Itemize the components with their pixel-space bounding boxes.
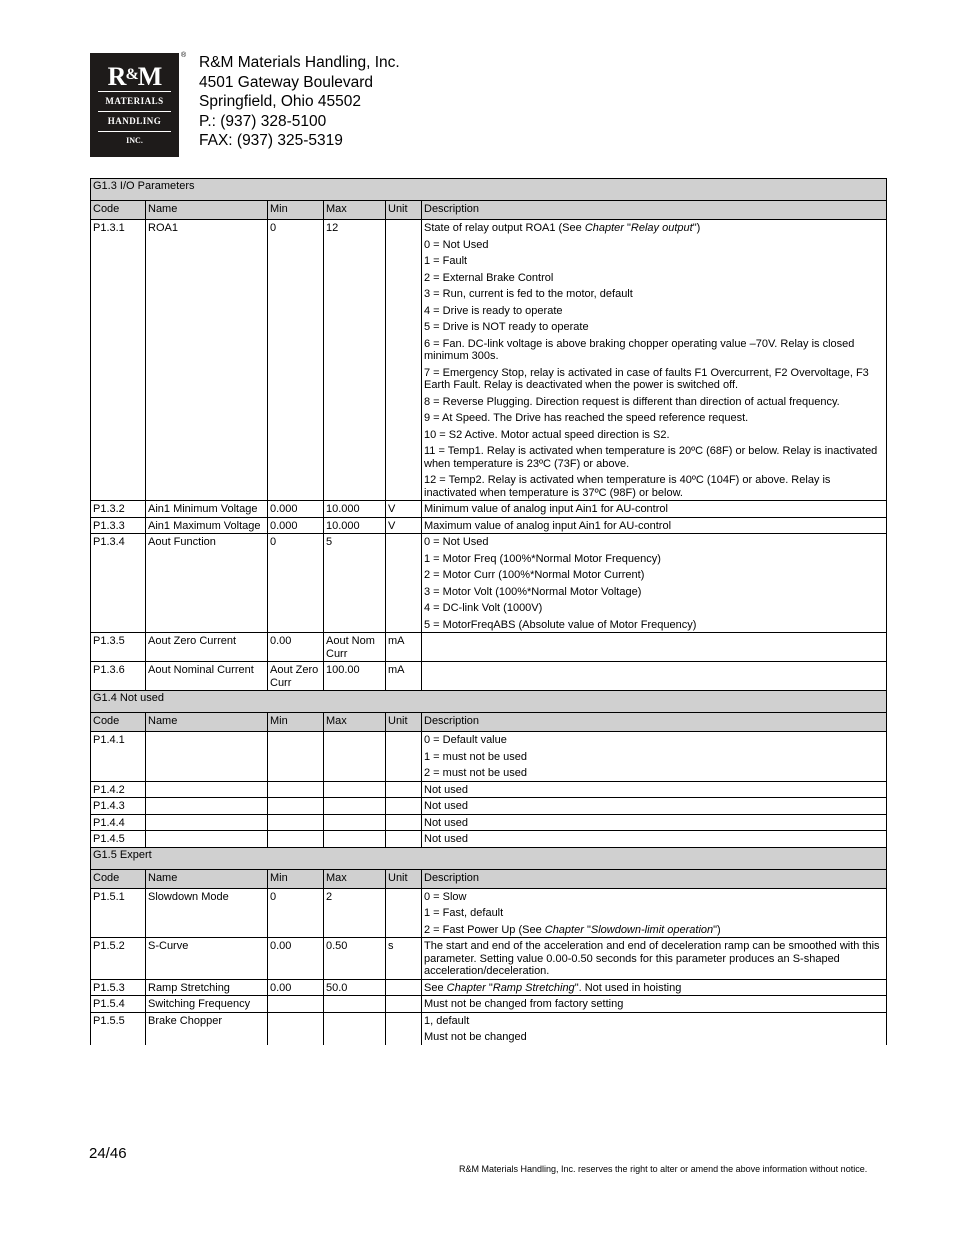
group-header-g15: G1.5 Expert xyxy=(91,847,887,869)
table-row: P1.3.6 Aout Nominal Current Aout Zero Curr 100.00 mA xyxy=(91,662,887,691)
column-header-row: Code Name Min Max Unit Description xyxy=(91,869,887,888)
group-header-g14: G1.4 Not used xyxy=(91,691,887,713)
column-header-row: Code Name Min Max Unit Description xyxy=(91,713,887,732)
table-row: P1.3.1 ROA1 0 12 State of relay output ROA1 (See Chapter "Relay output") 0 = Not Used 1 = Fault 2 = External Brake Control 3 = Run, current is fed to the motor, default 4 = Drive is ready to operate 5 = Drive is NOT ready to operate 6 = Fan. DC-link voltage is above braking chopper operating value –70V. Relay is closed minimum 300s. 7 = Emergency Stop, relay is activated in case of faults F1 Overcurrent, F2 Overvoltage, F3 Earth Fault. Relay is deactivated when the power is switched off. 8 = Reverse Plugging. Direction request is different than direction of actual frequency. 9 = At Speed. The Drive has reached the speed reference request. 10 = S2 Active. Motor actual speed direction is S2. 11 = Temp1. Relay is activated when temperature is 20ºC (68F) or below. Relay is inactivated when temperature is 23ºC (73F) or above. 12 = Temp2. Relay is activated when temperature is 40ºC (104F) or above. Relay is inactivated when temperature is 37ºC (98F) or below. xyxy=(91,220,887,501)
table-row: P1.5.1 Slowdown Mode 0 2 0 = Slow 1 = Fast, default 2 = Fast Power Up (See Chapter "Slowdown-limit operation") xyxy=(91,888,887,938)
table-row: P1.3.2 Ain1 Minimum Voltage 0.000 10.000 V Minimum value of analog input Ain1 for AU-control xyxy=(91,501,887,518)
table-row: P1.5.5 Brake Chopper 1, default Must not be changed xyxy=(91,1012,887,1045)
group-header-g13: G1.3 I/O Parameters xyxy=(91,179,887,201)
column-header-row: Code Name Min Max Unit Description xyxy=(91,201,887,220)
table-row: P1.5.4 Switching Frequency Must not be changed from factory setting xyxy=(91,996,887,1013)
table-row: P1.3.3 Ain1 Maximum Voltage 0.000 10.000 V Maximum value of analog input Ain1 for AU-control xyxy=(91,517,887,534)
table-row: P1.4.1 0 = Default value 1 = must not be used 2 = must not be used xyxy=(91,732,887,782)
table-row: P1.5.2 S-Curve 0.00 0.50 s The start and end of the acceleration and end of deceleration ramp can be smoothed with this parameter. Setting value 0.00-0.50 seconds for this parameter produces an S-shaped acceleration/deceleration. xyxy=(91,938,887,980)
table-row: P1.4.3 Not used xyxy=(91,798,887,815)
table-row: P1.4.5 Not used xyxy=(91,831,887,848)
parameter-table xyxy=(90,178,887,1045)
page-number: 24/46 xyxy=(89,1145,127,1162)
table-row: P1.4.2 Not used xyxy=(91,781,887,798)
table-row: P1.5.3 Ramp Stretching 0.00 50.0 See Chapter "Ramp Stretching". Not used in hoisting xyxy=(91,979,887,996)
company-logo: R&M MATERIALS HANDLING INC. xyxy=(90,53,179,157)
registered-mark: ® xyxy=(181,52,187,59)
table-row: P1.3.5 Aout Zero Current 0.00 Aout Nom Curr mA xyxy=(91,633,887,662)
table-row: P1.3.4 Aout Function 0 5 0 = Not Used 1 = Motor Freq (100%*Normal Motor Frequency) 2 = Motor Curr (100%*Normal Motor Current) 3 = Motor Volt (100%*Normal Motor Voltage) 4 = DC-link Volt (1000V) 5 = MotorFreqABS (Absolute value of Motor Frequency) xyxy=(91,534,887,633)
footer-disclaimer: R&M Materials Handling, Inc. reserves the right to alter or amend the above information without notice. xyxy=(459,1164,868,1174)
table-row: P1.4.4 Not used xyxy=(91,814,887,831)
company-address: R&M Materials Handling, Inc. 4501 Gateway Boulevard Springfield, Ohio 45502 P.: (937) 328-5100 FAX: (937) 325-5319 xyxy=(199,54,400,149)
